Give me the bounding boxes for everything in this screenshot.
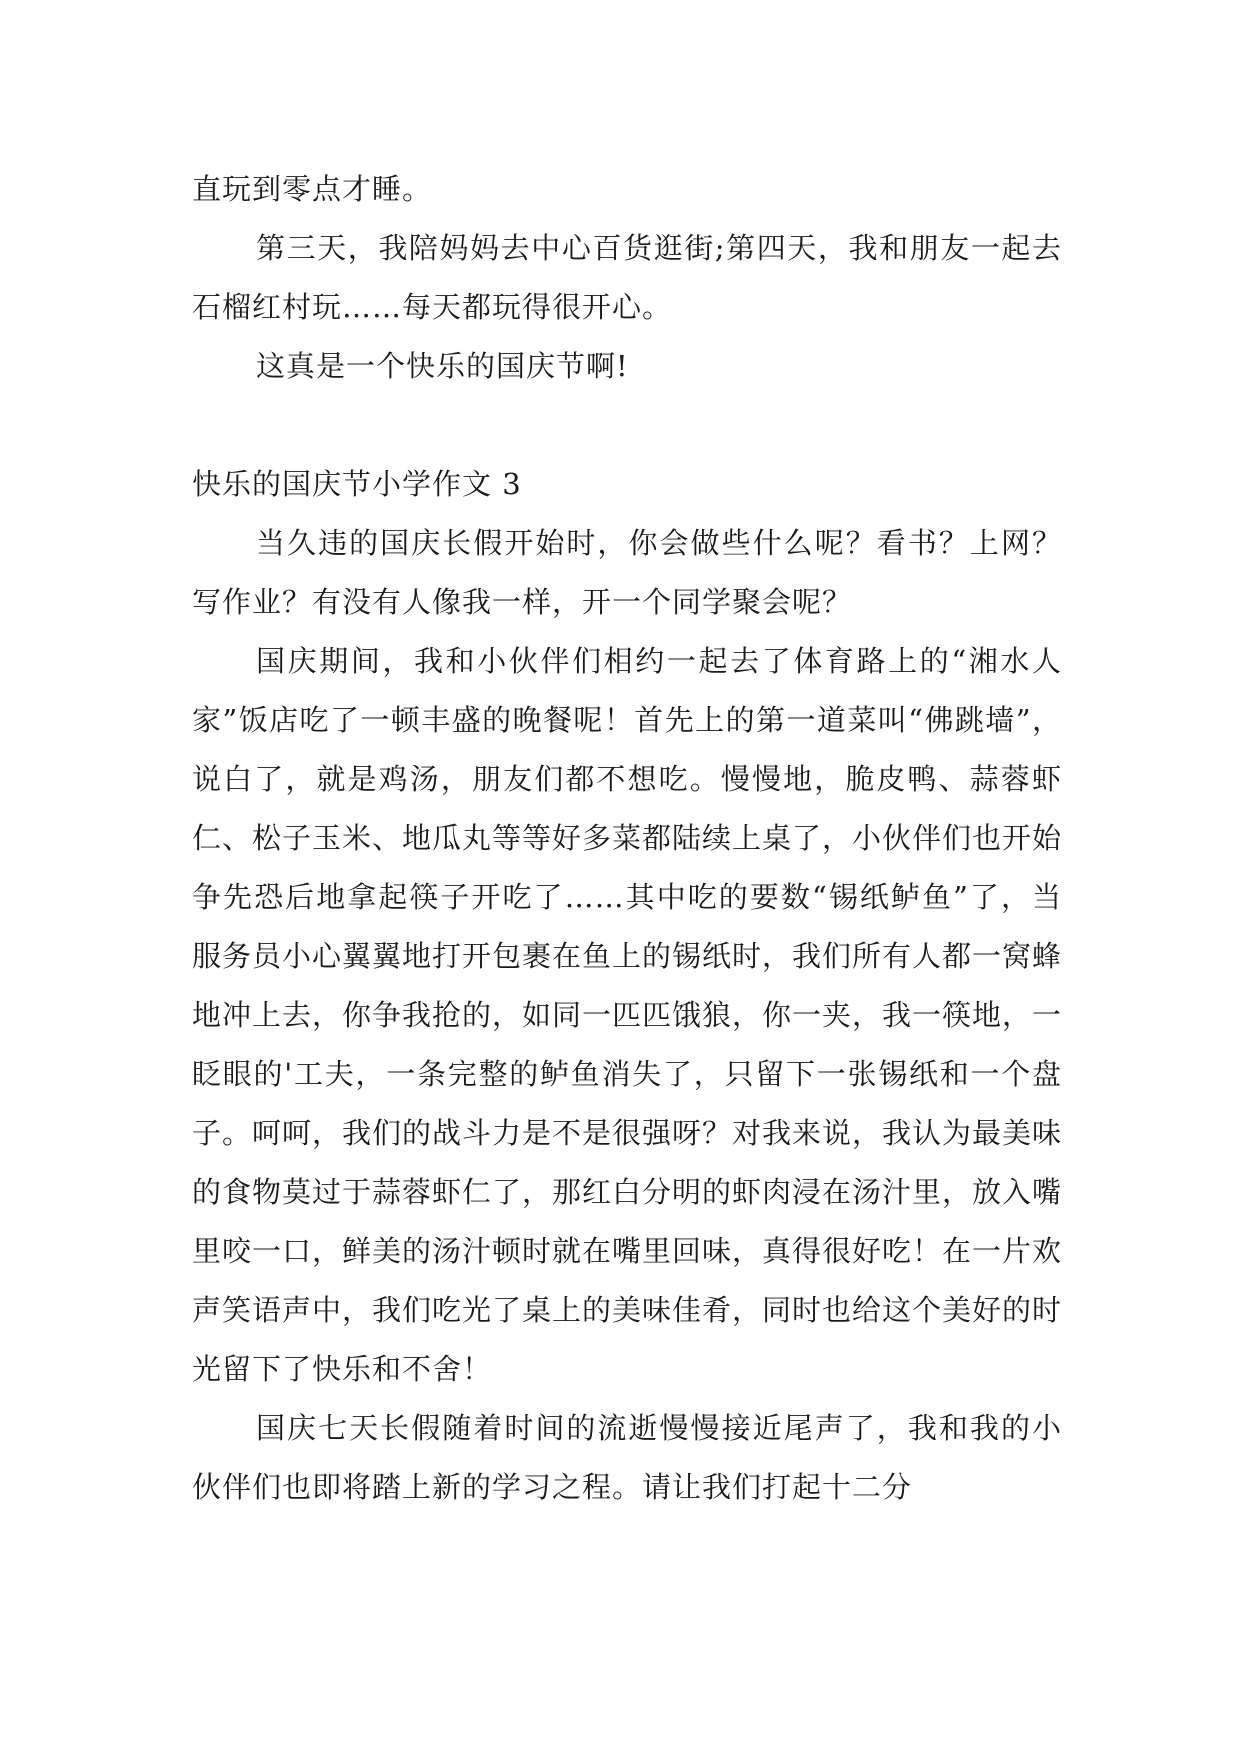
section-title: 快乐的国庆节小学作文 3 [192,467,522,501]
paragraph: 国庆七天长假随着时间的流逝慢慢接近尾声了，我和我的小伙伴们也即将踏上新的学习之程。请让我们打起十二分 [192,1411,1062,1504]
paragraph-continuation: 直玩到零点才睡。 [192,172,433,206]
document-body [192,160,1062,1517]
paragraph: 当久违的国庆长假开始时，你会做些什么呢？看书？上网？写作业？有没有人像我一样，开一个同学聚会呢？ [192,526,1062,619]
paragraph: 这真是一个快乐的国庆节啊! [256,349,629,383]
paragraph: 第三天，我陪妈妈去中心百货逛街;第四天，我和朋友一起去石榴红村玩……每天都玩得很开心。 [192,231,1062,324]
paragraph: 国庆期间，我和小伙伴们相约一起去了体育路上的“湘水人家”饭店吃了一顿丰盛的晚餐呢！首先上的第一道菜叫“佛跳墙”，说白了，就是鸡汤，朋友们都不想吃。慢慢地，脆皮鸭、蒜蓉虾仁、松子玉米、地瓜丸等等好多菜都陆续上桌了，小伙伴们也开始争先恐后地拿起筷子开吃了……其中吃的要数“锡纸鲈鱼”了，当服务员小心翼翼地打开包裹在鱼上的锡纸时，我们所有人都一窝蜂地冲上去，你争我抢的，如同一匹匹饿狼，你一夹，我一筷地，一眨眼的'工夫，一条完整的鲈鱼消失了，只留下一张锡纸和一个盘子。呵呵，我们的战斗力是不是很强呀？对我来说，我认为最美味的食物莫过于蒜蓉虾仁了，那红白分明的虾肉浸在汤汁里，放入嘴里咬一口，鲜美的汤汁顿时就在嘴里回味，真得很好吃！在一片欢声笑语声中，我们吃光了桌上的美味佳肴，同时也给这个美好的时光留下了快乐和不舍！ [192,644,1063,1386]
